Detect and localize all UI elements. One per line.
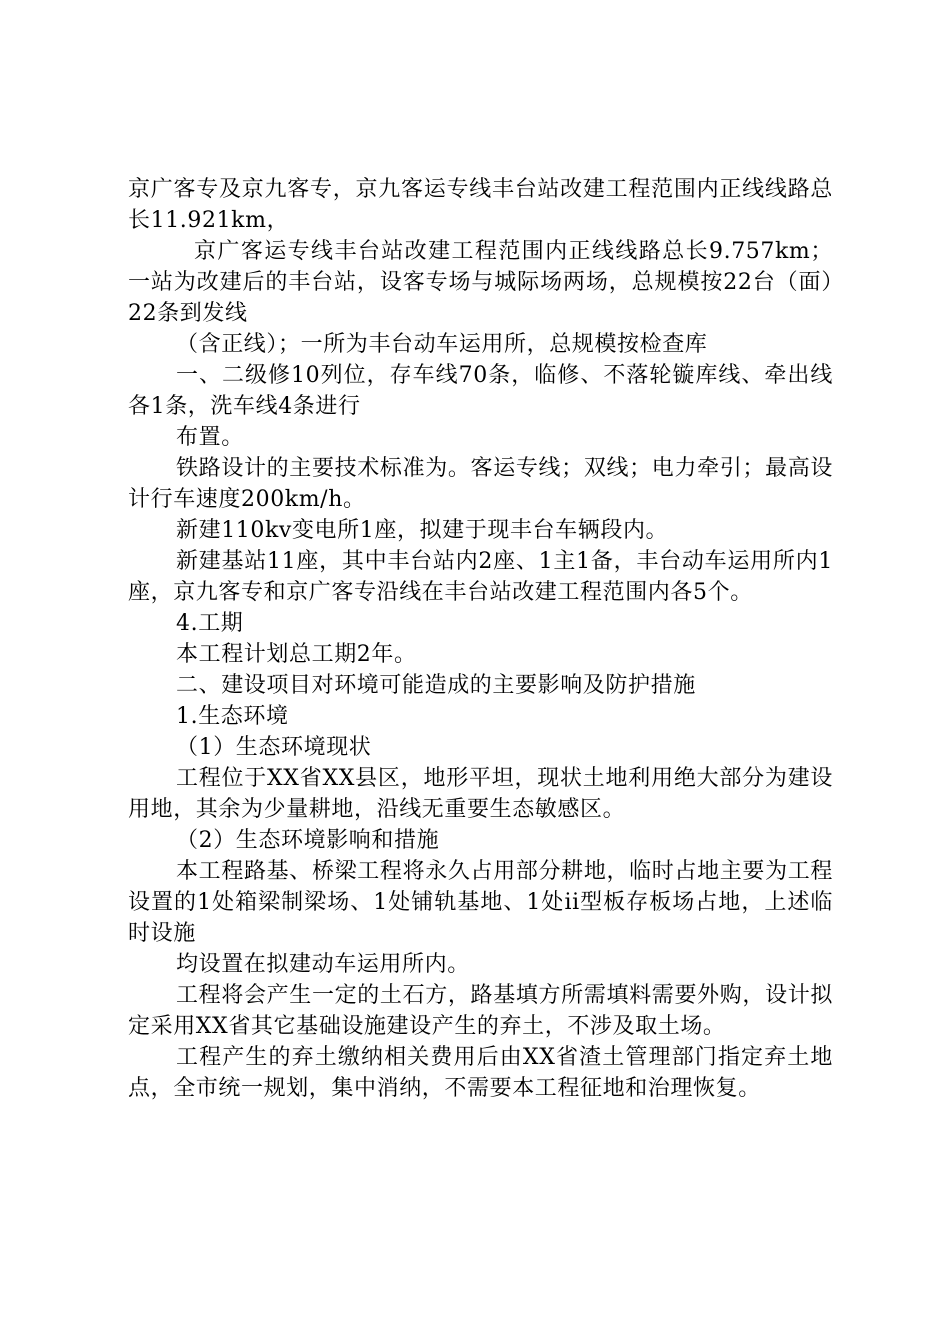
section-heading: 二、建设项目对环境可能造成的主要影响及防护措施 (176, 673, 696, 698)
paragraph: 工程位于XX省XX县区，地形平坦，现状土地利用绝大部分为建设用地，其余为少量耕地，沿线无重要生态敏感区。 (128, 766, 833, 822)
paragraph: 京广客运专线丰台站改建工程范围内正线线路总长9.757km；一站为改建后的丰台站，设客专场与城际场两场，总规模按22台（面）22条到发线 (128, 239, 833, 326)
paragraph: 工程将会产生一定的土石方，路基填方所需填料需要外购，设计拟定采用XX省其它基础设施建设产生的弃土，不涉及取土场。 (128, 983, 833, 1039)
paragraph: 新建110kv变电所1座，拟建于现丰台车辆段内。 (176, 518, 669, 543)
paragraph: 本工程计划总工期2年。 (176, 642, 417, 667)
subsection-heading: （1）生态环境现状 (176, 735, 372, 760)
paragraph: 工程产生的弃土缴纳相关费用后由XX省渣土管理部门指定弃土地点，全市统一规划，集中消纳，不需要本工程征地和治理恢复。 (128, 1045, 833, 1101)
paragraph: 京广客专及京九客专，京九客运专线丰台站改建工程范围内正线线路总长11.921km， (128, 177, 833, 233)
document-body (128, 174, 833, 1104)
section-heading: 4.工期 (176, 611, 244, 636)
paragraph: 铁路设计的主要技术标准为。客运专线；双线；电力牵引；最高设计行车速度200km/h。 (128, 456, 833, 512)
subsection-heading: （2）生态环境影响和措施 (176, 828, 440, 853)
paragraph: 布置。 (176, 425, 244, 450)
section-heading: 1.生态环境 (176, 704, 289, 729)
paragraph: 新建基站11座，其中丰台站内2座、1主1备，丰台动车运用所内1座，京九客专和京广客专沿线在丰台站改建工程范围内各5个。 (128, 549, 833, 605)
paragraph: 本工程路基、桥梁工程将永久占用部分耕地，临时占地主要为工程设置的1处箱梁制梁场、1处铺轨基地、1处ii型板存板场占地，上述临时设施 (128, 859, 833, 946)
paragraph: （含正线）；一所为丰台动车运用所，总规模按检查库 (176, 332, 708, 357)
paragraph: 一、二级修10列位，存车线70条，临修、不落轮镟库线、牵出线各1条，洗车线4条进行 (128, 363, 833, 419)
paragraph: 均设置在拟建动车运用所内。 (176, 952, 470, 977)
